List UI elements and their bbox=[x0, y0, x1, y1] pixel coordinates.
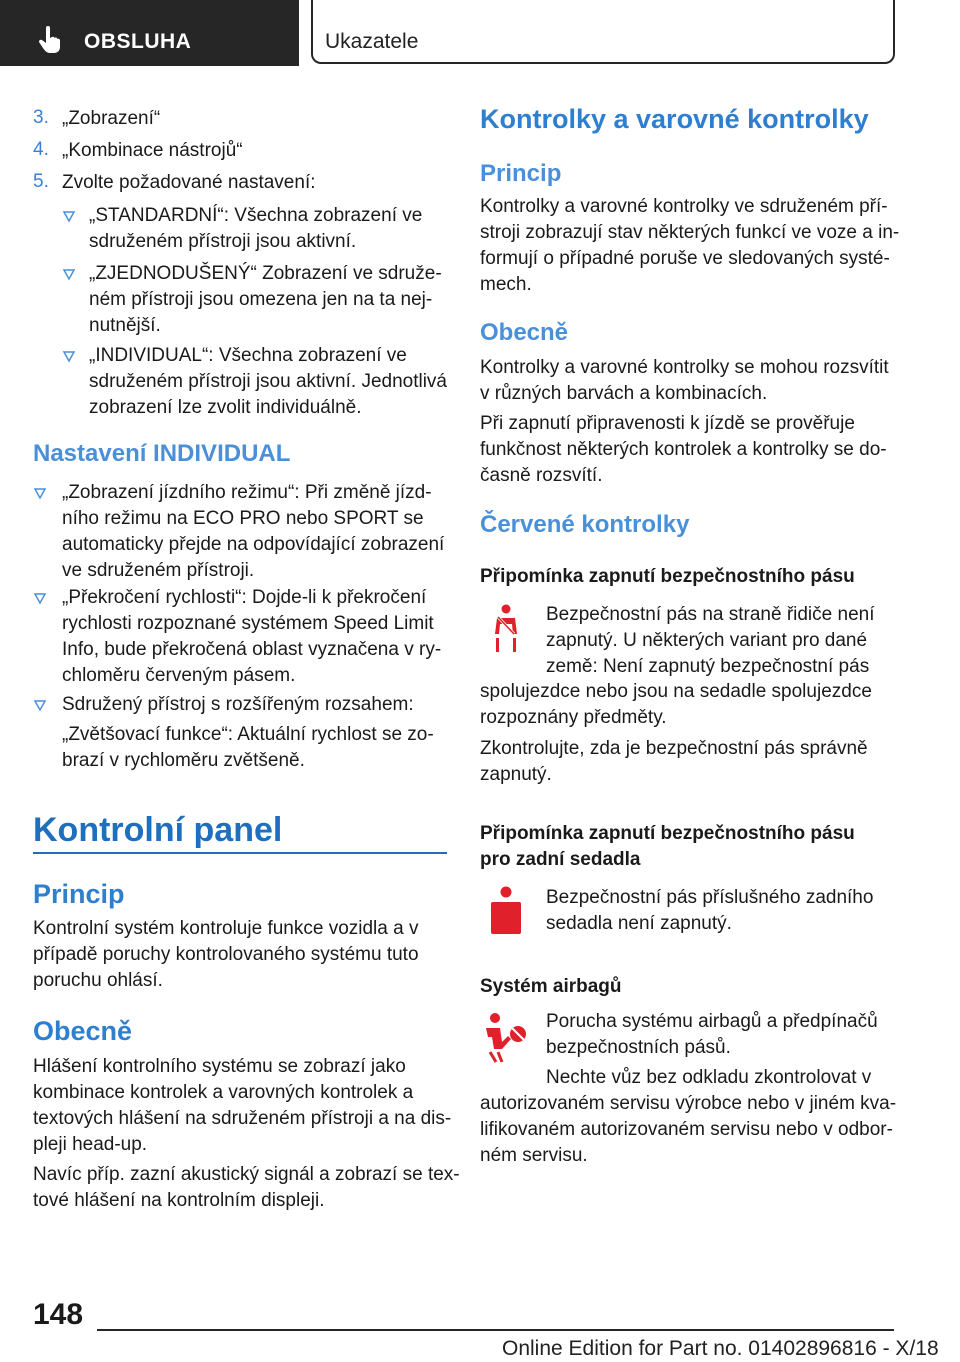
option-line: nutnější. bbox=[89, 315, 161, 336]
obecne-line: Kontrolky a varovné kontrolky se mohou rozsvítit bbox=[480, 357, 889, 378]
belt-heading: Připomínka zapnutí bezpečnostního pásu bbox=[480, 566, 855, 587]
option-line: „ZJEDNODUŠENÝ“ Zobrazení ve sdruže- bbox=[89, 263, 442, 284]
princip-line: formují o případné poruše ve sledovaných systé- bbox=[480, 248, 890, 269]
page-number: 148 bbox=[33, 1298, 84, 1331]
bullet-triangle-icon bbox=[62, 267, 76, 281]
obecne-line: Navíc příp. zazní akustický signál a zobrazí se tex- bbox=[33, 1164, 460, 1185]
obecne-line: Při zapnutí připravenosti k jízdě se prověřuje bbox=[480, 413, 855, 434]
setting-line: ve sdruženém přístroji. bbox=[62, 560, 255, 581]
step-number: 3. bbox=[33, 107, 49, 128]
option-line: sdruženém přístroji jsou aktivní. Jednotlivá bbox=[89, 371, 447, 392]
obecne-line: funkčnost některých kontrolek a kontrolky se do- bbox=[480, 439, 887, 460]
bullet-triangle-icon bbox=[33, 591, 47, 605]
obecne-line: časně rozsvítí. bbox=[480, 465, 603, 486]
belt-line: spolujezdce nebo jsou na sedadle spolujezdce bbox=[480, 681, 872, 702]
setting-line: Sdružený přístroj s rozšířeným rozsahem: bbox=[62, 694, 414, 715]
princip-heading: Princip bbox=[33, 879, 125, 909]
rear-seatbelt-warning-icon bbox=[489, 886, 523, 940]
airbag-action-line: ném servisu. bbox=[480, 1145, 588, 1166]
belt-line: Bezpečnostní pás na straně řidiče není bbox=[546, 604, 875, 625]
princip-line: Kontrolní systém kontroluje funkce vozidla a v bbox=[33, 918, 419, 939]
princip-line: mech. bbox=[480, 274, 532, 295]
airbag-heading: Systém airbagů bbox=[480, 976, 622, 997]
obecne-line: Hlášení kontrolního systému se zobrazí jako bbox=[33, 1056, 406, 1077]
princip-line: poruchu ohlásí. bbox=[33, 970, 163, 991]
rear-belt-line: Bezpečnostní pás příslušného zadního bbox=[546, 887, 874, 908]
step-number: 5. bbox=[33, 171, 49, 192]
princip-line: případě poruchy kontrolovaného systému tuto bbox=[33, 944, 419, 965]
princip-line: Kontrolky a varovné kontrolky ve sdruženém pří- bbox=[480, 196, 888, 217]
setting-line: „Zobrazení jízdního režimu“: Při změně jízd- bbox=[62, 482, 432, 503]
obecne-heading: Obecně bbox=[33, 1016, 133, 1046]
setting-line: ního režimu na ECO PRO nebo SPORT se bbox=[62, 508, 424, 529]
red-heading: Červené kontrolky bbox=[480, 511, 690, 538]
setting-line: rychlosti rozpoznané systémem Speed Limit bbox=[62, 613, 434, 634]
obecne-line: tové hlášení na kontrolním displeji. bbox=[33, 1190, 325, 1211]
setting-line: „Překročení rychlosti“: Dojde-li k překročení bbox=[62, 587, 427, 608]
princip-heading: Princip bbox=[480, 160, 562, 187]
option-line: sdruženém přístroji jsou aktivní. bbox=[89, 231, 357, 252]
bullet-triangle-icon bbox=[33, 698, 47, 712]
step-number: 4. bbox=[33, 139, 49, 160]
belt-check-line: zapnutý. bbox=[480, 764, 552, 785]
footer-rule bbox=[97, 1329, 894, 1331]
obecne-line: textových hlášení na sdruženém přístroji a na dis- bbox=[33, 1108, 452, 1129]
hand-pointer-icon bbox=[38, 26, 64, 54]
step-text: „Zobrazení“ bbox=[62, 108, 161, 129]
airbag-action-line: autorizovaném servisu výrobce nebo v jiném kva- bbox=[480, 1093, 897, 1114]
airbag-action-line: Nechte vůz bez odkladu zkontrolovat v bbox=[546, 1067, 872, 1088]
edition-text: Online Edition for Part no. 01402896816 - X/18 bbox=[502, 1337, 939, 1360]
section-label: OBSLUHA bbox=[84, 30, 192, 53]
obecne-line: kombinace kontrolek a varovných kontrolek a bbox=[33, 1082, 414, 1103]
bullet-triangle-icon bbox=[62, 349, 76, 363]
setting-subline: brazí v rychloměru zvětšeně. bbox=[62, 750, 305, 771]
rear-belt-heading: pro zadní sedadla bbox=[480, 849, 641, 870]
option-line: zobrazení lze zvolit individuálně. bbox=[89, 397, 362, 418]
option-line: „INDIVIDUAL“: Všechna zobrazení ve bbox=[89, 345, 407, 366]
airbag-line: Porucha systému airbagů a předpínačů bbox=[546, 1011, 878, 1032]
chapter-label: Ukazatele bbox=[325, 30, 419, 53]
seatbelt-warning-icon bbox=[492, 604, 520, 658]
belt-check-line: Zkontrolujte, zda je bezpečnostní pás správně bbox=[480, 738, 868, 759]
rear-belt-line: sedadla není zapnutý. bbox=[546, 913, 732, 934]
main-heading: Kontrolky a varovné kontrolky bbox=[480, 104, 869, 134]
airbag-line: bezpečnostních pásů. bbox=[546, 1037, 731, 1058]
obecne-heading: Obecně bbox=[480, 319, 569, 346]
bullet-triangle-icon bbox=[33, 486, 47, 500]
step-text: Zvolte požadované nastavení: bbox=[62, 172, 316, 193]
setting-line: chloměru červeným pásem. bbox=[62, 665, 296, 686]
bullet-triangle-icon bbox=[62, 209, 76, 223]
airbag-warning-icon bbox=[482, 1012, 528, 1064]
rear-belt-heading: Připomínka zapnutí bezpečnostního pásu bbox=[480, 823, 855, 844]
belt-line: země: Není zapnutý bezpečnostní pás bbox=[546, 656, 870, 677]
obecne-line: v různých barvách a kombinacích. bbox=[480, 383, 768, 404]
section-tab bbox=[0, 0, 299, 66]
chapter-tab bbox=[311, 0, 895, 64]
setting-line: automaticky přejde na odpovídající zobrazení bbox=[62, 534, 445, 555]
airbag-action-line: lifikovaném autorizovaném servisu nebo v odbor- bbox=[480, 1119, 893, 1140]
setting-subline: „Zvětšovací funkce“: Aktuální rychlost se zo- bbox=[62, 724, 434, 745]
option-line: ném přístroji jsou omezena jen na ta nej- bbox=[89, 289, 433, 310]
obecne-line: pleji head-up. bbox=[33, 1134, 148, 1155]
panel-heading: Kontrolní panel bbox=[33, 811, 283, 849]
belt-line: rozpoznány předměty. bbox=[480, 707, 667, 728]
belt-line: zapnutý. U některých variant pro dané bbox=[546, 630, 868, 651]
setting-line: Info, bude překročená oblast vyznačena v ry- bbox=[62, 639, 442, 660]
princip-line: stroji zobrazují stav některých funkcí ve voze a in- bbox=[480, 222, 900, 243]
heading-rule bbox=[33, 852, 447, 854]
option-line: „STANDARDNÍ“: Všechna zobrazení ve bbox=[89, 205, 423, 226]
step-text: „Kombinace nástrojů“ bbox=[62, 140, 243, 161]
individual-heading: Nastavení INDIVIDUAL bbox=[33, 440, 291, 467]
